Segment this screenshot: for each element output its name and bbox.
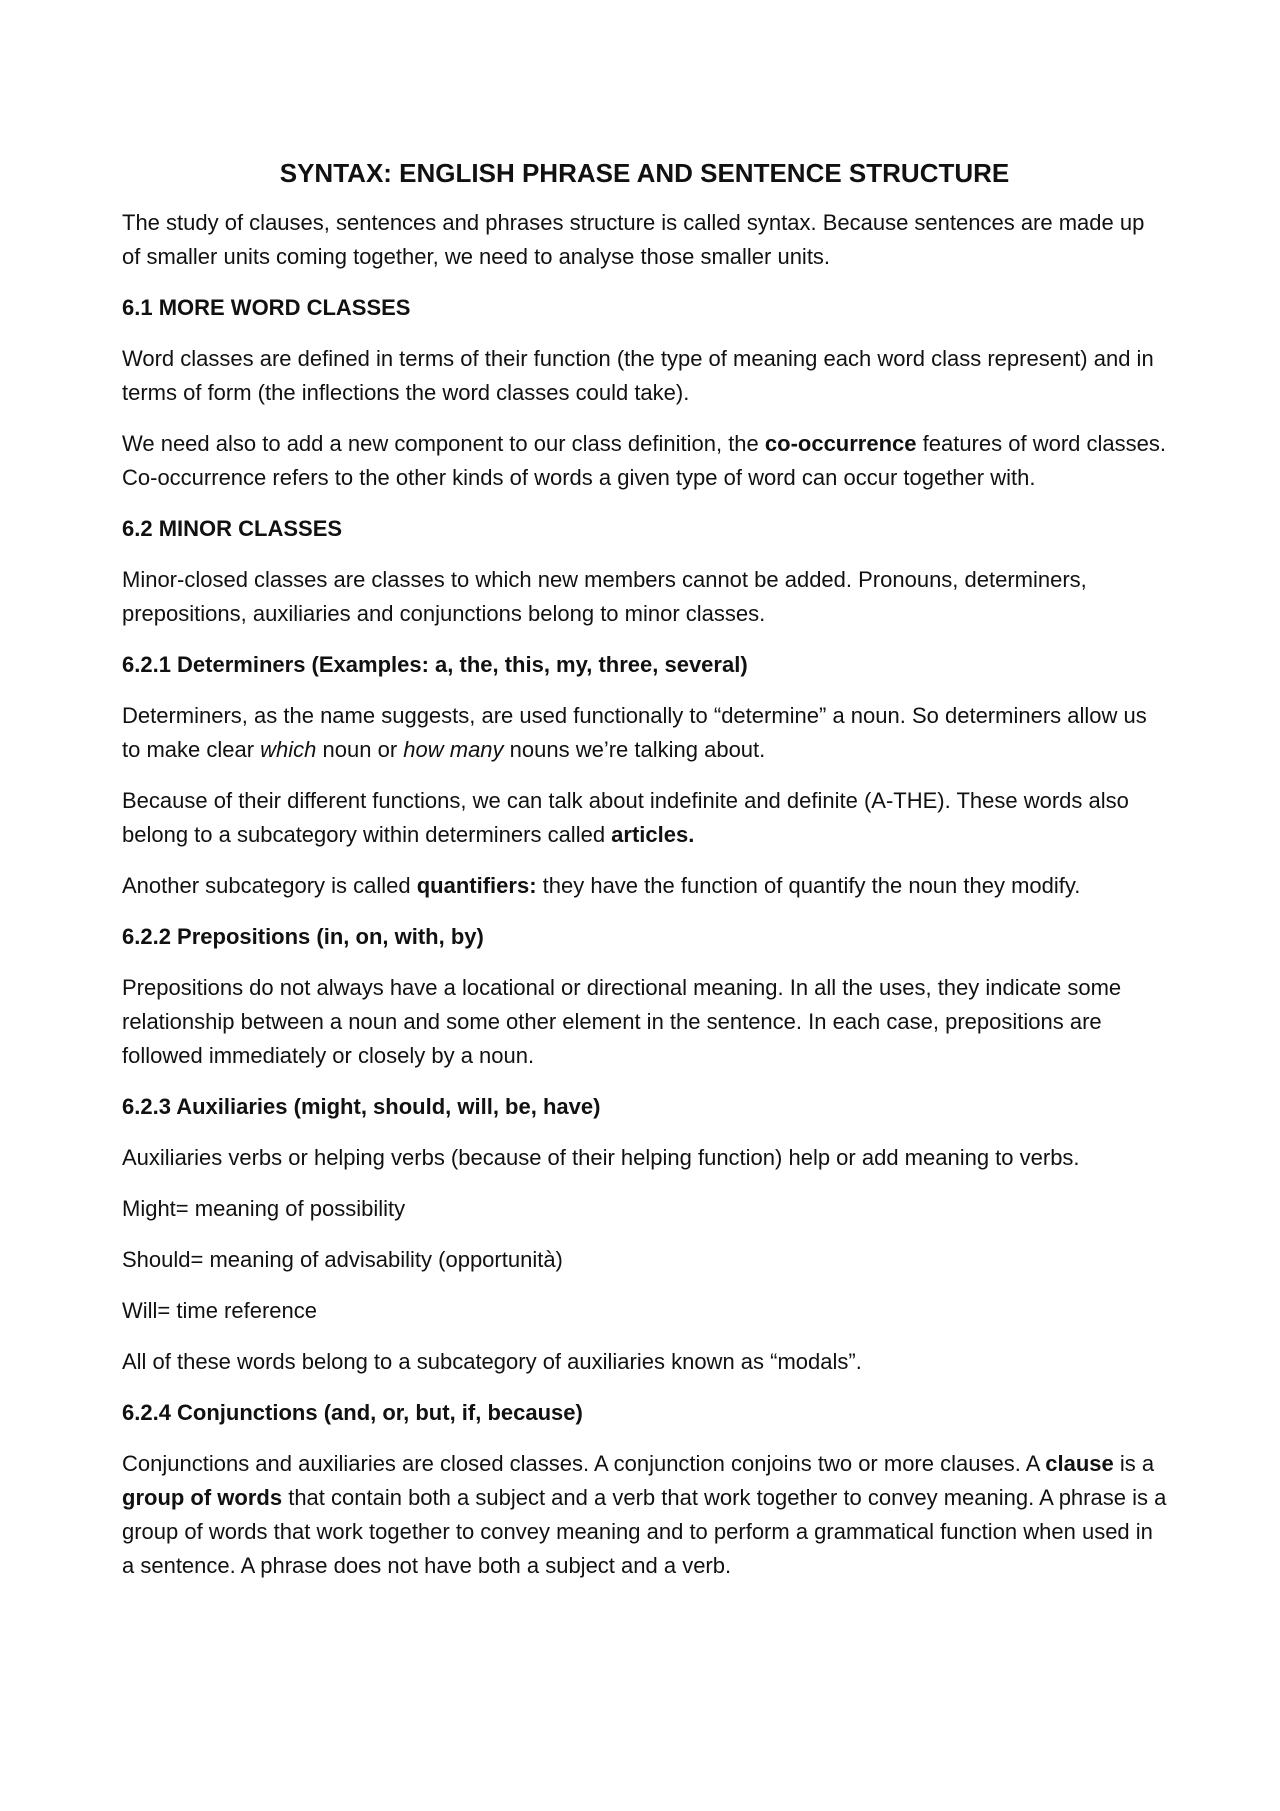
text-run: Determiners, as the name suggests, are used functionally to “determine” a noun. So determiners allow us to make clear bbox=[122, 703, 1147, 762]
bold-term-clause: clause bbox=[1045, 1451, 1114, 1476]
section-6-2-3-paragraph-1: Auxiliaries verbs or helping verbs (because of their helping function) help or add meaning to verbs. bbox=[122, 1145, 1080, 1170]
section-6-2-2-paragraph-1: Prepositions do not always have a locational or directional meaning. In all the uses, they indicate some relationship between a noun and some other element in the sentence. In each case, prepositions are followed immediately or closely by a noun. bbox=[122, 975, 1122, 1068]
section-6-1-heading: 6.1 MORE WORD CLASSES bbox=[122, 295, 411, 320]
bold-term-co-occurrence: co-occurrence bbox=[764, 431, 917, 456]
text-run: that contain both a subject and a verb that work together to convey meaning. A phrase is a group of words that work together to convey meaning and to perform a grammatical function when used in a sentence. A phrase does not have both a subject and a verb. bbox=[122, 1485, 1167, 1578]
document-page bbox=[122, 152, 1167, 1600]
text-run: noun or bbox=[316, 737, 404, 762]
text-run: nouns we’re talking about. bbox=[503, 737, 766, 762]
section-6-1-paragraph-2 bbox=[122, 427, 1167, 495]
italic-term-how-many: how many bbox=[403, 737, 504, 762]
section-6-2-1-heading: 6.2.1 Determiners (Examples: a, the, this, my, three, several) bbox=[122, 652, 748, 677]
document-title: SYNTAX: ENGLISH PHRASE AND SENTENCE STRUCTURE bbox=[279, 158, 1010, 188]
section-6-2-3-paragraph-3: Should= meaning of advisability (opportunità) bbox=[122, 1247, 563, 1272]
section-6-2-1-paragraph-1 bbox=[122, 699, 1167, 767]
section-6-2-4-paragraph-1 bbox=[122, 1447, 1167, 1583]
section-6-2-3-heading: 6.2.3 Auxiliaries (might, should, will, be, have) bbox=[122, 1094, 601, 1119]
text-run: is a bbox=[1113, 1451, 1155, 1476]
section-6-2-1-paragraph-2 bbox=[122, 784, 1167, 852]
text-run: Because of their different functions, we can talk about indefinite and definite (A-THE). These words also belong to a subcategory within determiners called bbox=[122, 788, 1129, 847]
section-6-2-heading: 6.2 MINOR CLASSES bbox=[122, 516, 343, 541]
section-6-2-1-paragraph-3 bbox=[122, 869, 1167, 903]
bold-term-quantifiers: quantifiers: bbox=[416, 873, 537, 898]
section-6-2-3-paragraph-2: Might= meaning of possibility bbox=[122, 1196, 406, 1221]
text-run: Conjunctions and auxiliaries are closed classes. A conjunction conjoins two or more clauses. A bbox=[122, 1451, 1046, 1476]
section-6-2-paragraph-1: Minor-closed classes are classes to which new members cannot be added. Pronouns, determiners, prepositions, auxiliaries and conjunctions belong to minor classes. bbox=[122, 567, 1087, 626]
italic-term-which: which bbox=[260, 737, 317, 762]
section-6-1-paragraph-1: Word classes are defined in terms of their function (the type of meaning each word class represent) and in terms of form (the inflections the word classes could take). bbox=[122, 346, 1154, 405]
text-run: features of word classes. Co-occurrence refers to the other kinds of words a given type of word can occur together with. bbox=[122, 431, 1166, 490]
text-run: they have the function of quantify the noun they modify. bbox=[536, 873, 1081, 898]
section-6-2-3-paragraph-5: All of these words belong to a subcategory of auxiliaries known as “modals”. bbox=[122, 1349, 862, 1374]
text-run: We need also to add a new component to our class definition, the bbox=[122, 431, 765, 456]
intro-paragraph: The study of clauses, sentences and phrases structure is called syntax. Because sentences are made up of smaller units coming together, we need to analyse those smaller units. bbox=[122, 210, 1145, 269]
section-6-2-3-paragraph-4: Will= time reference bbox=[122, 1298, 318, 1323]
text-run: Another subcategory is called bbox=[122, 873, 417, 898]
bold-term-group-of-words: group of words bbox=[122, 1485, 283, 1510]
section-6-2-4-heading: 6.2.4 Conjunctions (and, or, but, if, because) bbox=[122, 1400, 583, 1425]
section-6-2-2-heading: 6.2.2 Prepositions (in, on, with, by) bbox=[122, 924, 484, 949]
bold-term-articles: articles. bbox=[611, 822, 695, 847]
